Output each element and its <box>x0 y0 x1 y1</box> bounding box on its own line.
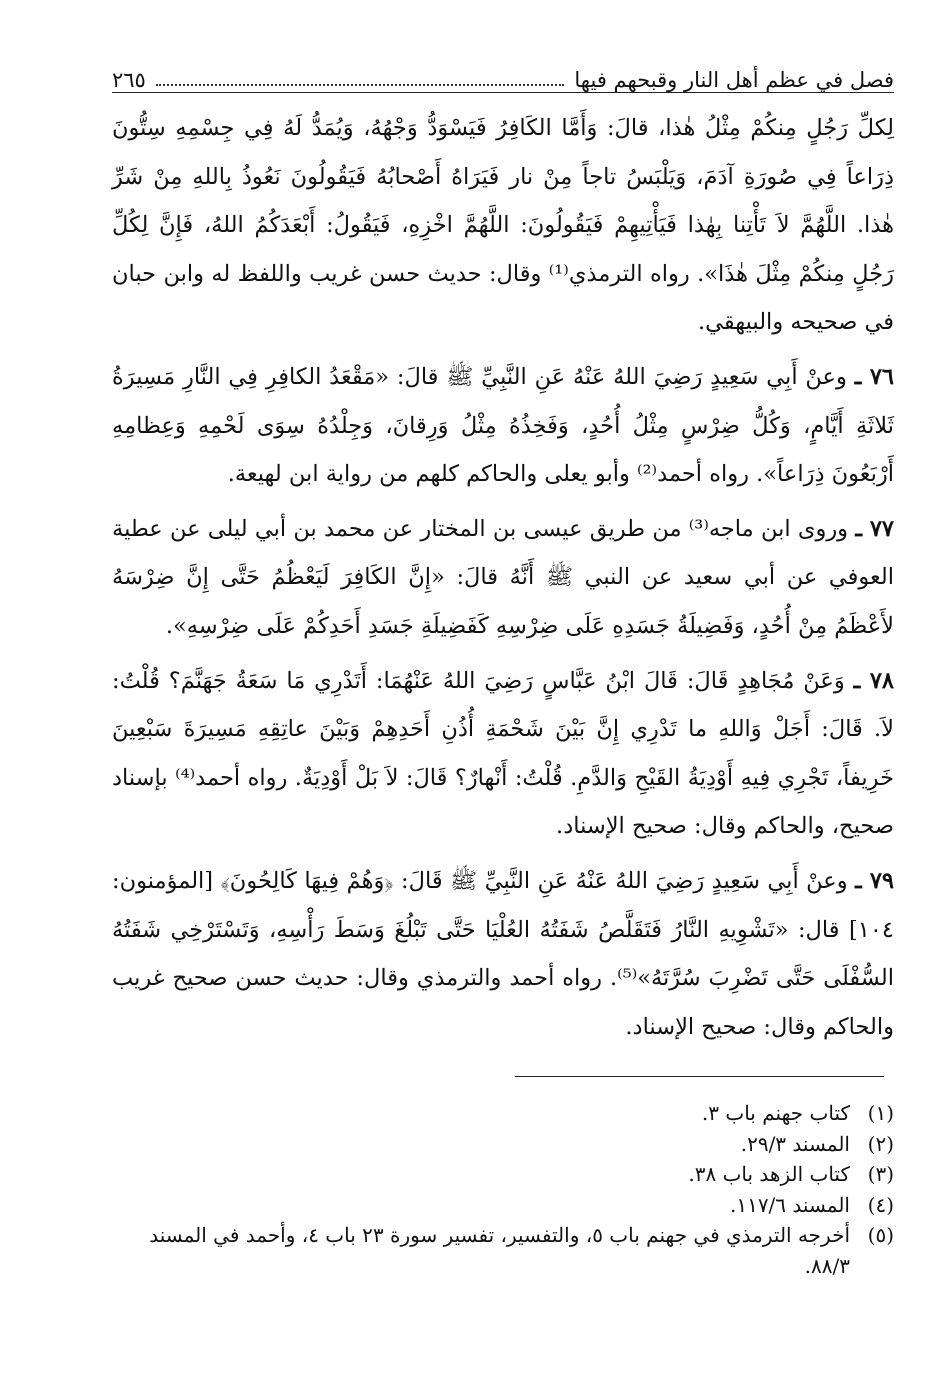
hadith-number: ٧٩ ـ <box>855 867 894 894</box>
footnote-text: المسند ٢٩/٣. <box>740 1131 850 1156</box>
footnote-number: (٥) <box>867 1223 894 1247</box>
paragraph-text: وعنْ أَبِي سَعِيدٍ رَضِيَ اللهُ عَنْهُ عَنِ النَّبِيِّ ﷺ قَالَ: ﴿وَهُمْ فِيهَا كَالِحُونَ﴾ [المؤمنون: ١٠٤] قال: «تَشْوِيهِ النَّارُ فَتَقَلَّصُ شَفَتُهُ العُلْيَا حَتَّى تَبْلُغَ وَسَطَ رَأْسِهِ، وَتَسْتَرْخِي شَفَتُهُ السُّفْلَى حَتَّى تَضْرِبَ سُرَّتَهُ»⁽⁵⁾. رواه أحمد والترمذي وقال: حديث حسن صحيح غريب والحاكم وقال: صحيح الإسناد. <box>112 867 894 1040</box>
running-title: فصل في عظم أهل النار وقبحهم فيها <box>574 68 894 92</box>
hadith-number: ٧٨ ـ <box>853 667 894 694</box>
footnote-3 <box>112 1159 894 1190</box>
hadith-77 <box>112 505 894 651</box>
footnote-number: (٤) <box>867 1192 894 1217</box>
footnote-text: أخرجه الترمذي في جهنم باب ٥، والتفسير، تفسير سورة ٢٣ باب ٤، وأحمد في المسند ٨٨/٣. <box>149 1223 850 1278</box>
paragraph-text: لِكلِّ رَجُلٍ مِنكُمْ مِثْلُ هٰذا، قالَ: وَأَمَّا الكَافِرُ فَيَسْوَدُّ وَجْهُهُ، وَيُمَدُّ لَهُ فِي جِسْمِهِ سِتُّونَ ذِرَاعاً فِي صُورَةِ آدَمَ، وَيَلْبَسُ تاجاً مِنْ نار فَيَرَاهُ أَصْحابُهُ فَيَقُولُونَ نَعُوذُ بِاللهِ مِنْ شَرِّ هٰذا. اللَّهُمَّ لاَ تَأْتِنا بِهٰذا فَيَأْتِيهِمْ فَيَقُولُونَ: اللَّهُمَّ اخْزِهِ، فَيَقُولُ: أَبْعَدَكُمُ اللهُ، فَإِنَّ لِكُلِّ رَجُلٍ مِنكُمْ مِثْلَ هٰذَا». رواه الترمذي⁽¹⁾ وقال: حديث حسن غريب واللفظ له وابن حبان في صحيحه والبيهقي. <box>112 115 895 336</box>
hadith-79 <box>112 857 894 1051</box>
footnote-text: كتاب الزهد باب ٣٨. <box>688 1162 850 1186</box>
footnote-1 <box>112 1098 894 1129</box>
main-text <box>112 104 894 1057</box>
running-header <box>112 58 894 93</box>
footnote-2 <box>112 1129 894 1160</box>
footnote-text: كتاب جهنم باب ٣. <box>701 1101 850 1125</box>
paragraph-text: وروى ابن ماجه⁽³⁾ من طريق عيسى بن المختار عن محمد بن أبي ليلى عن عطية العوفي عن أبي سعيد عن النبي ﷺ أَنَّهُ قالَ: «إِنَّ الكَافِرَ لَيَعْظُمُ حَتَّى إِنَّ ضِرْسَهُ لأَعْظَمُ مِنْ أُحُدٍ، وَفَضِيلَةُ جَسَدِهِ عَلَى ضِرْسِهِ كَفَضِيلَةِ جَسَدِ أَحَدِكُمْ عَلَى ضِرْسِهِ». <box>112 515 894 639</box>
footnote-5 <box>112 1220 894 1281</box>
paragraph-text: وعنْ أَبِي سَعِيدٍ رَضِيَ اللهُ عَنْهُ عَنِ النَّبِيِّ ﷺ قالَ: «مَقْعَدُ الكافِرِ فِي النَّارِ مَسِيرَةُ ثَلاثَةِ أَيَّامٍ، وَكُلُّ ضِرْسٍ مِثْلُ أُحُدٍ، وَفَخِذُهُ مِثْلُ وَرِقانَ، وَجِلْدُهُ سِوَى لَحْمِهِ وَعِظامِهِ أَرْبَعُونَ ذِرَاعاً». رواه أحمد⁽²⁾ وأبو يعلى والحاكم كلهم من رواية ابن لهيعة. <box>112 363 894 488</box>
footnote-4 <box>112 1190 894 1221</box>
paragraph-continuation <box>112 104 894 347</box>
footnotes <box>112 1098 894 1281</box>
paragraph-text: وَعَنْ مُجَاهِدٍ قَالَ: قَالَ ابْنُ عَبَّاسٍ رَضِيَ اللهُ عَنْهُمَا: أَتَدْرِي مَا سَعَةُ جَهَنَّمَ؟ قُلْتُ: لاَ. قَالَ: أَجَلْ وَاللهِ ما تَدْرِي إِنَّ بَيْنَ شَحْمَةِ أُذُنِ أَحَدِهِمْ وَبَيْنَ عاتِقِهِ مَسِيرَةَ سَبْعِينَ خَرِيفاً، تَجْرِي فِيهِ أَوْدِيَةُ القَيْحِ وَالدَّمِ. قُلْتُ: أَنْهارٌ؟ قَالَ: لاَ بَلْ أَوْدِيَةٌ. رواه أحمد⁽⁴⁾ بإسناد صحيح، والحاكم وقال: صحيح الإسناد. <box>112 667 894 840</box>
header-dot-leader <box>156 84 565 86</box>
footnote-separator <box>515 1076 884 1077</box>
footnote-text: المسند ١١٧/٦. <box>729 1192 850 1217</box>
footnote-number: (٣) <box>867 1162 894 1186</box>
footnote-number: (٢) <box>867 1131 894 1156</box>
hadith-number: ٧٦ ـ <box>854 363 894 390</box>
hadith-number: ٧٧ ـ <box>855 515 894 542</box>
hadith-76 <box>112 353 894 499</box>
hadith-78 <box>112 657 894 851</box>
footnote-number: (١) <box>867 1101 894 1125</box>
page-number: ٢٦٥ <box>112 68 146 92</box>
